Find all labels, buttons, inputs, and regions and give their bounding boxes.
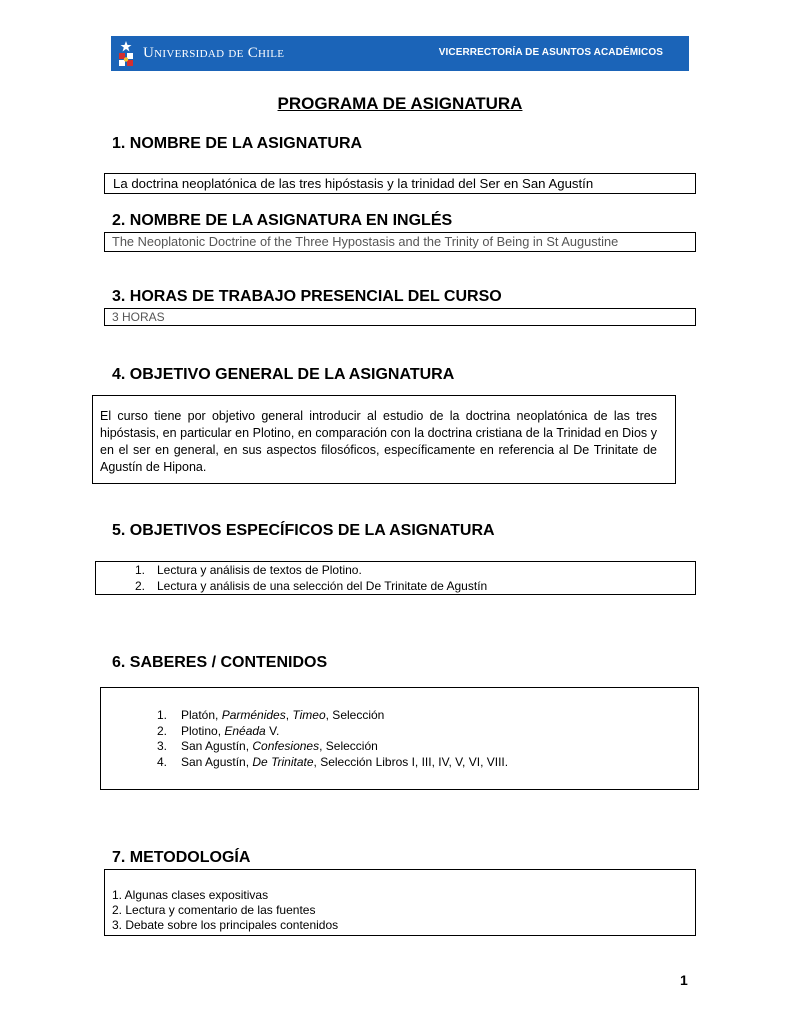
list-item: 1. Platón, Parménides, Timeo, Selección xyxy=(157,708,385,722)
university-crest-icon xyxy=(116,39,136,69)
list-item: 4. San Agustín, De Trinitate, Selección Libros I, III, IV, V, VI, VIII. xyxy=(157,754,509,769)
section-6-box xyxy=(100,687,699,790)
section-7-heading: 7. METODOLOGÍA xyxy=(112,849,251,866)
list-item: 2. Plotino, Enéada V. xyxy=(157,723,280,738)
methodology-item: 1. Algunas clases expositivas xyxy=(112,888,269,902)
document-title: PROGRAMA DE ASIGNATURA xyxy=(277,94,523,113)
section-4-heading: 4. OBJETIVO GENERAL DE LA ASIGNATURA xyxy=(112,366,455,383)
section-1-box xyxy=(104,173,696,194)
section-5-heading: 5. OBJETIVOS ESPECÍFICOS DE LA ASIGNATURA xyxy=(112,522,495,539)
list-item: 1. Lectura y análisis de textos de Plotino. xyxy=(135,563,362,577)
section-3-heading: 3. HORAS DE TRABAJO PRESENCIAL DEL CURSO xyxy=(112,288,502,305)
section-7-box xyxy=(104,869,696,936)
header-banner xyxy=(111,36,689,71)
course-name-english: The Neoplatonic Doctrine of the Three Hypostasis and the Trinity of Being in St Augustine xyxy=(112,234,619,249)
vicerrectoria-label: VICERRECTORÍA DE ASUNTOS ACADÉMICOS xyxy=(438,47,663,58)
course-hours: 3 HORAS xyxy=(112,310,165,324)
section-6-heading: 6. SABERES / CONTENIDOS xyxy=(112,654,328,671)
section-3-box xyxy=(104,308,696,326)
course-name: La doctrina neoplatónica de las tres hipóstasis y la trinidad del Ser en San Agustín xyxy=(113,176,594,191)
section-4-box xyxy=(92,395,676,484)
section-1-heading: 1. NOMBRE DE LA ASIGNATURA xyxy=(112,135,363,152)
section-2-box xyxy=(104,232,696,252)
methodology-item: 2. Lectura y comentario de las fuentes xyxy=(112,903,316,917)
methodology-item: 3. Debate sobre los principales contenidos xyxy=(112,918,339,932)
university-name: Universidad de Chile xyxy=(143,45,285,61)
section-5-box xyxy=(95,561,696,595)
section-2-heading: 2. NOMBRE DE LA ASIGNATURA EN INGLÉS xyxy=(112,212,453,229)
general-objective: El curso tiene por objetivo general introducir al estudio de la doctrina neoplatónica de las tres hipóstasis, en particular en Plotino, en comparación con la doctrina cristiana de la Trinidad en Dios y en el ser en general, en sus aspectos filosóficos, específicamente en referencia al De Trinitate de Agustín de Hipona. xyxy=(100,409,657,474)
list-item: 3. San Agustín, Confesiones, Selección xyxy=(157,739,378,753)
page-number: 1 xyxy=(680,972,688,988)
list-item: 2. Lectura y análisis de una selección del De Trinitate de Agustín xyxy=(135,578,488,593)
